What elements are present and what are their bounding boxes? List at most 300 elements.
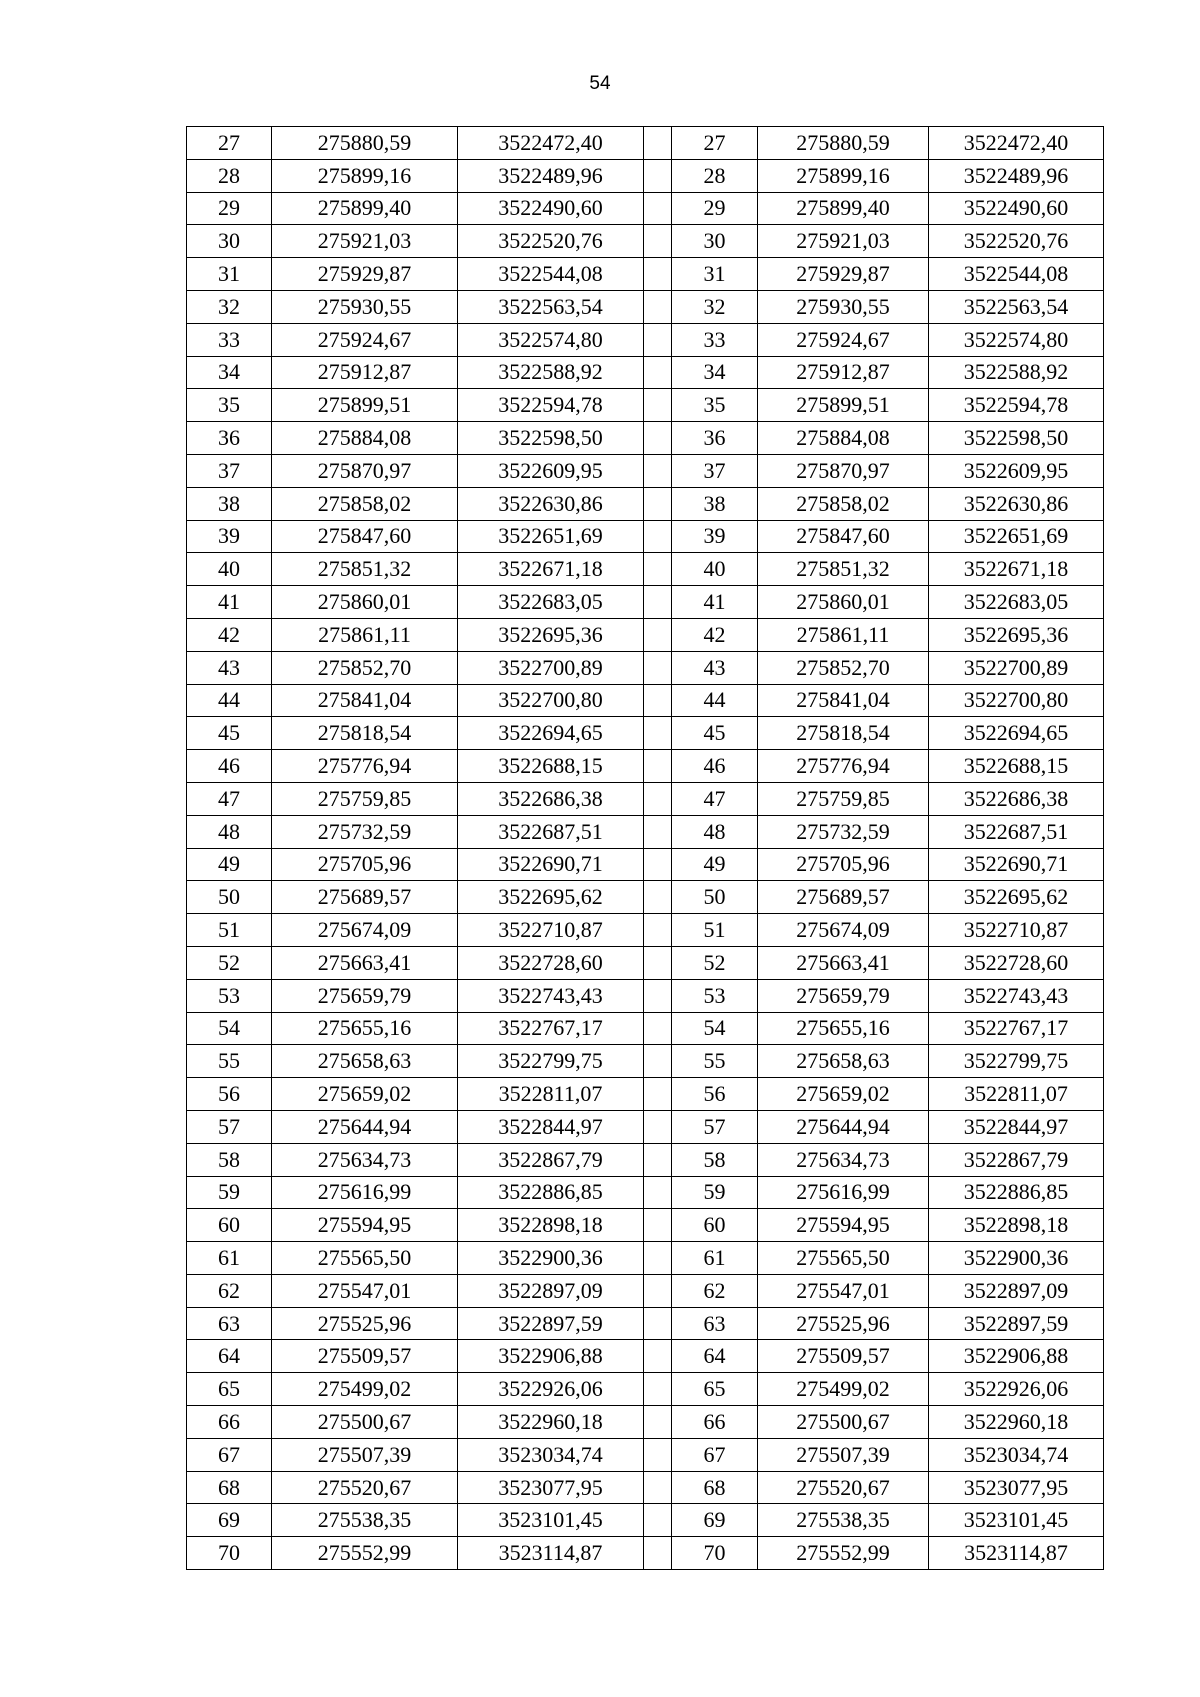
right-y-coordinate: 3522671,18 xyxy=(929,553,1104,586)
left-x-coordinate: 275616,99 xyxy=(272,1176,458,1209)
table-row xyxy=(187,1373,1104,1406)
left-x-coordinate: 275929,87 xyxy=(272,258,458,291)
separator-cell xyxy=(644,946,672,979)
left-x-coordinate: 275818,54 xyxy=(272,717,458,750)
table-row xyxy=(187,1537,1104,1570)
right-x-coordinate: 275705,96 xyxy=(758,848,929,881)
left-point-number: 70 xyxy=(187,1537,272,1570)
left-x-coordinate: 275880,59 xyxy=(272,127,458,160)
right-y-coordinate: 3522609,95 xyxy=(929,454,1104,487)
separator-cell xyxy=(644,553,672,586)
left-y-coordinate: 3522687,51 xyxy=(458,815,644,848)
table-row xyxy=(187,258,1104,291)
right-x-coordinate: 275899,51 xyxy=(758,389,929,422)
left-x-coordinate: 275899,16 xyxy=(272,159,458,192)
right-x-coordinate: 275644,94 xyxy=(758,1110,929,1143)
separator-cell xyxy=(644,586,672,619)
left-point-number: 39 xyxy=(187,520,272,553)
right-y-coordinate: 3522695,36 xyxy=(929,618,1104,651)
table-row xyxy=(187,881,1104,914)
table-row xyxy=(187,1274,1104,1307)
left-point-number: 28 xyxy=(187,159,272,192)
separator-cell xyxy=(644,323,672,356)
separator-cell xyxy=(644,127,672,160)
right-y-coordinate: 3522844,97 xyxy=(929,1110,1104,1143)
right-point-number: 41 xyxy=(672,586,758,619)
right-y-coordinate: 3522960,18 xyxy=(929,1406,1104,1439)
left-x-coordinate: 275659,02 xyxy=(272,1078,458,1111)
left-y-coordinate: 3522490,60 xyxy=(458,192,644,225)
right-x-coordinate: 275930,55 xyxy=(758,290,929,323)
right-point-number: 43 xyxy=(672,651,758,684)
left-x-coordinate: 275689,57 xyxy=(272,881,458,914)
right-y-coordinate: 3522520,76 xyxy=(929,225,1104,258)
left-point-number: 35 xyxy=(187,389,272,422)
right-point-number: 70 xyxy=(672,1537,758,1570)
left-point-number: 51 xyxy=(187,914,272,947)
right-point-number: 38 xyxy=(672,487,758,520)
separator-cell xyxy=(644,1471,672,1504)
separator-cell xyxy=(644,520,672,553)
left-x-coordinate: 275655,16 xyxy=(272,1012,458,1045)
separator-cell xyxy=(644,979,672,1012)
right-x-coordinate: 275851,32 xyxy=(758,553,929,586)
left-point-number: 47 xyxy=(187,782,272,815)
left-point-number: 55 xyxy=(187,1045,272,1078)
left-point-number: 27 xyxy=(187,127,272,160)
table-row xyxy=(187,454,1104,487)
left-x-coordinate: 275852,70 xyxy=(272,651,458,684)
left-point-number: 68 xyxy=(187,1471,272,1504)
right-y-coordinate: 3522694,65 xyxy=(929,717,1104,750)
right-y-coordinate: 3522867,79 xyxy=(929,1143,1104,1176)
separator-cell xyxy=(644,881,672,914)
left-point-number: 29 xyxy=(187,192,272,225)
table-row xyxy=(187,1406,1104,1439)
right-point-number: 61 xyxy=(672,1242,758,1275)
right-y-coordinate: 3522544,08 xyxy=(929,258,1104,291)
left-y-coordinate: 3522710,87 xyxy=(458,914,644,947)
right-y-coordinate: 3522630,86 xyxy=(929,487,1104,520)
right-point-number: 52 xyxy=(672,946,758,979)
table-row xyxy=(187,1242,1104,1275)
table-row xyxy=(187,1209,1104,1242)
right-x-coordinate: 275663,41 xyxy=(758,946,929,979)
left-point-number: 58 xyxy=(187,1143,272,1176)
right-x-coordinate: 275509,57 xyxy=(758,1340,929,1373)
left-point-number: 40 xyxy=(187,553,272,586)
right-point-number: 34 xyxy=(672,356,758,389)
right-x-coordinate: 275634,73 xyxy=(758,1143,929,1176)
separator-cell xyxy=(644,1242,672,1275)
table-row xyxy=(187,290,1104,323)
table-row xyxy=(187,1110,1104,1143)
table-row xyxy=(187,323,1104,356)
right-x-coordinate: 275880,59 xyxy=(758,127,929,160)
right-y-coordinate: 3522598,50 xyxy=(929,422,1104,455)
left-x-coordinate: 275663,41 xyxy=(272,946,458,979)
right-x-coordinate: 275616,99 xyxy=(758,1176,929,1209)
left-x-coordinate: 275884,08 xyxy=(272,422,458,455)
right-point-number: 33 xyxy=(672,323,758,356)
right-y-coordinate: 3522886,85 xyxy=(929,1176,1104,1209)
table-row xyxy=(187,815,1104,848)
right-y-coordinate: 3522897,09 xyxy=(929,1274,1104,1307)
right-x-coordinate: 275884,08 xyxy=(758,422,929,455)
right-y-coordinate: 3522472,40 xyxy=(929,127,1104,160)
right-point-number: 27 xyxy=(672,127,758,160)
right-y-coordinate: 3522767,17 xyxy=(929,1012,1104,1045)
right-x-coordinate: 275655,16 xyxy=(758,1012,929,1045)
left-y-coordinate: 3522695,62 xyxy=(458,881,644,914)
table-row xyxy=(187,1504,1104,1537)
table-row xyxy=(187,159,1104,192)
right-x-coordinate: 275520,67 xyxy=(758,1471,929,1504)
left-x-coordinate: 275520,67 xyxy=(272,1471,458,1504)
right-point-number: 54 xyxy=(672,1012,758,1045)
left-x-coordinate: 275658,63 xyxy=(272,1045,458,1078)
right-point-number: 65 xyxy=(672,1373,758,1406)
left-x-coordinate: 275899,51 xyxy=(272,389,458,422)
left-y-coordinate: 3522520,76 xyxy=(458,225,644,258)
separator-cell xyxy=(644,651,672,684)
separator-cell xyxy=(644,422,672,455)
right-point-number: 28 xyxy=(672,159,758,192)
table-row xyxy=(187,717,1104,750)
separator-cell xyxy=(644,782,672,815)
separator-cell xyxy=(644,1143,672,1176)
right-y-coordinate: 3523077,95 xyxy=(929,1471,1104,1504)
left-y-coordinate: 3522700,80 xyxy=(458,684,644,717)
right-point-number: 58 xyxy=(672,1143,758,1176)
right-point-number: 37 xyxy=(672,454,758,487)
left-x-coordinate: 275861,11 xyxy=(272,618,458,651)
page-number: 54 xyxy=(589,73,611,94)
right-x-coordinate: 275818,54 xyxy=(758,717,929,750)
separator-cell xyxy=(644,1176,672,1209)
left-y-coordinate: 3522728,60 xyxy=(458,946,644,979)
left-y-coordinate: 3522900,36 xyxy=(458,1242,644,1275)
left-y-coordinate: 3522767,17 xyxy=(458,1012,644,1045)
left-y-coordinate: 3522630,86 xyxy=(458,487,644,520)
right-x-coordinate: 275921,03 xyxy=(758,225,929,258)
right-x-coordinate: 275860,01 xyxy=(758,586,929,619)
right-x-coordinate: 275899,16 xyxy=(758,159,929,192)
left-y-coordinate: 3522563,54 xyxy=(458,290,644,323)
left-point-number: 34 xyxy=(187,356,272,389)
left-point-number: 52 xyxy=(187,946,272,979)
table-row xyxy=(187,520,1104,553)
right-point-number: 47 xyxy=(672,782,758,815)
left-x-coordinate: 275507,39 xyxy=(272,1438,458,1471)
left-point-number: 65 xyxy=(187,1373,272,1406)
left-x-coordinate: 275851,32 xyxy=(272,553,458,586)
right-point-number: 49 xyxy=(672,848,758,881)
right-y-coordinate: 3522651,69 xyxy=(929,520,1104,553)
left-y-coordinate: 3522683,05 xyxy=(458,586,644,619)
right-x-coordinate: 275525,96 xyxy=(758,1307,929,1340)
left-x-coordinate: 275565,50 xyxy=(272,1242,458,1275)
left-x-coordinate: 275659,79 xyxy=(272,979,458,1012)
right-point-number: 60 xyxy=(672,1209,758,1242)
table-row xyxy=(187,422,1104,455)
separator-cell xyxy=(644,389,672,422)
right-x-coordinate: 275565,50 xyxy=(758,1242,929,1275)
separator-cell xyxy=(644,750,672,783)
right-point-number: 51 xyxy=(672,914,758,947)
right-x-coordinate: 275499,02 xyxy=(758,1373,929,1406)
separator-cell xyxy=(644,1504,672,1537)
separator-cell xyxy=(644,225,672,258)
right-point-number: 57 xyxy=(672,1110,758,1143)
left-point-number: 46 xyxy=(187,750,272,783)
left-x-coordinate: 275500,67 xyxy=(272,1406,458,1439)
separator-cell xyxy=(644,1307,672,1340)
right-point-number: 46 xyxy=(672,750,758,783)
right-y-coordinate: 3522700,89 xyxy=(929,651,1104,684)
right-point-number: 53 xyxy=(672,979,758,1012)
left-y-coordinate: 3522743,43 xyxy=(458,979,644,1012)
right-y-coordinate: 3522728,60 xyxy=(929,946,1104,979)
left-x-coordinate: 275858,02 xyxy=(272,487,458,520)
separator-cell xyxy=(644,487,672,520)
left-x-coordinate: 275776,94 xyxy=(272,750,458,783)
table-row xyxy=(187,750,1104,783)
right-point-number: 69 xyxy=(672,1504,758,1537)
right-x-coordinate: 275658,63 xyxy=(758,1045,929,1078)
left-point-number: 48 xyxy=(187,815,272,848)
left-point-number: 64 xyxy=(187,1340,272,1373)
separator-cell xyxy=(644,848,672,881)
right-x-coordinate: 275552,99 xyxy=(758,1537,929,1570)
right-x-coordinate: 275547,01 xyxy=(758,1274,929,1307)
left-x-coordinate: 275847,60 xyxy=(272,520,458,553)
left-y-coordinate: 3522898,18 xyxy=(458,1209,644,1242)
table-row xyxy=(187,487,1104,520)
right-y-coordinate: 3522594,78 xyxy=(929,389,1104,422)
table-row xyxy=(187,1307,1104,1340)
right-x-coordinate: 275594,95 xyxy=(758,1209,929,1242)
right-y-coordinate: 3522683,05 xyxy=(929,586,1104,619)
table-row xyxy=(187,1438,1104,1471)
right-point-number: 64 xyxy=(672,1340,758,1373)
right-y-coordinate: 3522686,38 xyxy=(929,782,1104,815)
left-y-coordinate: 3523077,95 xyxy=(458,1471,644,1504)
left-y-coordinate: 3522700,89 xyxy=(458,651,644,684)
separator-cell xyxy=(644,1078,672,1111)
right-y-coordinate: 3522490,60 xyxy=(929,192,1104,225)
table-row xyxy=(187,848,1104,881)
left-x-coordinate: 275509,57 xyxy=(272,1340,458,1373)
right-y-coordinate: 3522897,59 xyxy=(929,1307,1104,1340)
right-y-coordinate: 3522690,71 xyxy=(929,848,1104,881)
right-x-coordinate: 275659,02 xyxy=(758,1078,929,1111)
separator-cell xyxy=(644,1209,672,1242)
left-x-coordinate: 275525,96 xyxy=(272,1307,458,1340)
right-point-number: 40 xyxy=(672,553,758,586)
left-y-coordinate: 3522844,97 xyxy=(458,1110,644,1143)
left-point-number: 66 xyxy=(187,1406,272,1439)
separator-cell xyxy=(644,454,672,487)
table-row xyxy=(187,1078,1104,1111)
table-row xyxy=(187,1471,1104,1504)
separator-cell xyxy=(644,684,672,717)
left-point-number: 54 xyxy=(187,1012,272,1045)
table-row xyxy=(187,192,1104,225)
left-point-number: 44 xyxy=(187,684,272,717)
left-point-number: 43 xyxy=(187,651,272,684)
left-point-number: 53 xyxy=(187,979,272,1012)
left-x-coordinate: 275634,73 xyxy=(272,1143,458,1176)
right-point-number: 59 xyxy=(672,1176,758,1209)
right-x-coordinate: 275924,67 xyxy=(758,323,929,356)
right-y-coordinate: 3523114,87 xyxy=(929,1537,1104,1570)
left-point-number: 42 xyxy=(187,618,272,651)
left-x-coordinate: 275594,95 xyxy=(272,1209,458,1242)
right-point-number: 30 xyxy=(672,225,758,258)
right-x-coordinate: 275847,60 xyxy=(758,520,929,553)
table-row xyxy=(187,553,1104,586)
right-y-coordinate: 3522710,87 xyxy=(929,914,1104,947)
table-row xyxy=(187,1176,1104,1209)
separator-cell xyxy=(644,1438,672,1471)
left-x-coordinate: 275912,87 xyxy=(272,356,458,389)
left-y-coordinate: 3522897,09 xyxy=(458,1274,644,1307)
left-x-coordinate: 275870,97 xyxy=(272,454,458,487)
left-x-coordinate: 275547,01 xyxy=(272,1274,458,1307)
right-x-coordinate: 275659,79 xyxy=(758,979,929,1012)
right-point-number: 55 xyxy=(672,1045,758,1078)
right-y-coordinate: 3522687,51 xyxy=(929,815,1104,848)
left-x-coordinate: 275924,67 xyxy=(272,323,458,356)
right-y-coordinate: 3522563,54 xyxy=(929,290,1104,323)
left-y-coordinate: 3522544,08 xyxy=(458,258,644,291)
left-x-coordinate: 275674,09 xyxy=(272,914,458,947)
left-y-coordinate: 3523034,74 xyxy=(458,1438,644,1471)
left-point-number: 59 xyxy=(187,1176,272,1209)
table-row xyxy=(187,1045,1104,1078)
right-y-coordinate: 3522588,92 xyxy=(929,356,1104,389)
left-y-coordinate: 3523101,45 xyxy=(458,1504,644,1537)
separator-cell xyxy=(644,815,672,848)
left-x-coordinate: 275841,04 xyxy=(272,684,458,717)
left-y-coordinate: 3522960,18 xyxy=(458,1406,644,1439)
right-y-coordinate: 3523101,45 xyxy=(929,1504,1104,1537)
separator-cell xyxy=(644,914,672,947)
left-x-coordinate: 275930,55 xyxy=(272,290,458,323)
left-point-number: 69 xyxy=(187,1504,272,1537)
separator-cell xyxy=(644,717,672,750)
right-x-coordinate: 275841,04 xyxy=(758,684,929,717)
right-y-coordinate: 3522906,88 xyxy=(929,1340,1104,1373)
right-x-coordinate: 275861,11 xyxy=(758,618,929,651)
left-y-coordinate: 3522472,40 xyxy=(458,127,644,160)
table-row xyxy=(187,684,1104,717)
right-x-coordinate: 275689,57 xyxy=(758,881,929,914)
right-y-coordinate: 3522700,80 xyxy=(929,684,1104,717)
right-x-coordinate: 275912,87 xyxy=(758,356,929,389)
right-point-number: 63 xyxy=(672,1307,758,1340)
left-x-coordinate: 275499,02 xyxy=(272,1373,458,1406)
separator-cell xyxy=(644,1537,672,1570)
right-x-coordinate: 275852,70 xyxy=(758,651,929,684)
table-row xyxy=(187,127,1104,160)
right-point-number: 36 xyxy=(672,422,758,455)
right-point-number: 32 xyxy=(672,290,758,323)
left-x-coordinate: 275759,85 xyxy=(272,782,458,815)
left-y-coordinate: 3522671,18 xyxy=(458,553,644,586)
table-row xyxy=(187,618,1104,651)
right-point-number: 39 xyxy=(672,520,758,553)
table-row xyxy=(187,651,1104,684)
separator-cell xyxy=(644,1340,672,1373)
separator-cell xyxy=(644,290,672,323)
table-row xyxy=(187,225,1104,258)
separator-cell xyxy=(644,1012,672,1045)
left-point-number: 32 xyxy=(187,290,272,323)
left-point-number: 56 xyxy=(187,1078,272,1111)
separator-cell xyxy=(644,159,672,192)
table-row xyxy=(187,1340,1104,1373)
left-y-coordinate: 3522489,96 xyxy=(458,159,644,192)
table-row xyxy=(187,586,1104,619)
left-x-coordinate: 275552,99 xyxy=(272,1537,458,1570)
right-x-coordinate: 275732,59 xyxy=(758,815,929,848)
right-point-number: 45 xyxy=(672,717,758,750)
right-point-number: 68 xyxy=(672,1471,758,1504)
right-point-number: 42 xyxy=(672,618,758,651)
left-y-coordinate: 3522588,92 xyxy=(458,356,644,389)
right-y-coordinate: 3522898,18 xyxy=(929,1209,1104,1242)
table-row xyxy=(187,1143,1104,1176)
right-point-number: 31 xyxy=(672,258,758,291)
left-y-coordinate: 3522598,50 xyxy=(458,422,644,455)
coordinates-table-body xyxy=(187,127,1104,1570)
table-row xyxy=(187,1012,1104,1045)
right-point-number: 48 xyxy=(672,815,758,848)
left-x-coordinate: 275899,40 xyxy=(272,192,458,225)
right-y-coordinate: 3522695,62 xyxy=(929,881,1104,914)
left-x-coordinate: 275644,94 xyxy=(272,1110,458,1143)
left-point-number: 45 xyxy=(187,717,272,750)
left-x-coordinate: 275921,03 xyxy=(272,225,458,258)
right-x-coordinate: 275507,39 xyxy=(758,1438,929,1471)
left-point-number: 30 xyxy=(187,225,272,258)
left-y-coordinate: 3522688,15 xyxy=(458,750,644,783)
table-row xyxy=(187,389,1104,422)
separator-cell xyxy=(644,1373,672,1406)
left-point-number: 36 xyxy=(187,422,272,455)
right-y-coordinate: 3522926,06 xyxy=(929,1373,1104,1406)
left-y-coordinate: 3522574,80 xyxy=(458,323,644,356)
left-y-coordinate: 3522694,65 xyxy=(458,717,644,750)
separator-cell xyxy=(644,192,672,225)
right-y-coordinate: 3522811,07 xyxy=(929,1078,1104,1111)
separator-cell xyxy=(644,618,672,651)
table-row xyxy=(187,914,1104,947)
left-point-number: 63 xyxy=(187,1307,272,1340)
separator-cell xyxy=(644,1274,672,1307)
right-point-number: 35 xyxy=(672,389,758,422)
left-y-coordinate: 3522609,95 xyxy=(458,454,644,487)
right-point-number: 56 xyxy=(672,1078,758,1111)
left-y-coordinate: 3522686,38 xyxy=(458,782,644,815)
left-y-coordinate: 3522690,71 xyxy=(458,848,644,881)
coordinates-table xyxy=(186,126,1104,1570)
right-x-coordinate: 275674,09 xyxy=(758,914,929,947)
left-y-coordinate: 3522594,78 xyxy=(458,389,644,422)
left-point-number: 38 xyxy=(187,487,272,520)
